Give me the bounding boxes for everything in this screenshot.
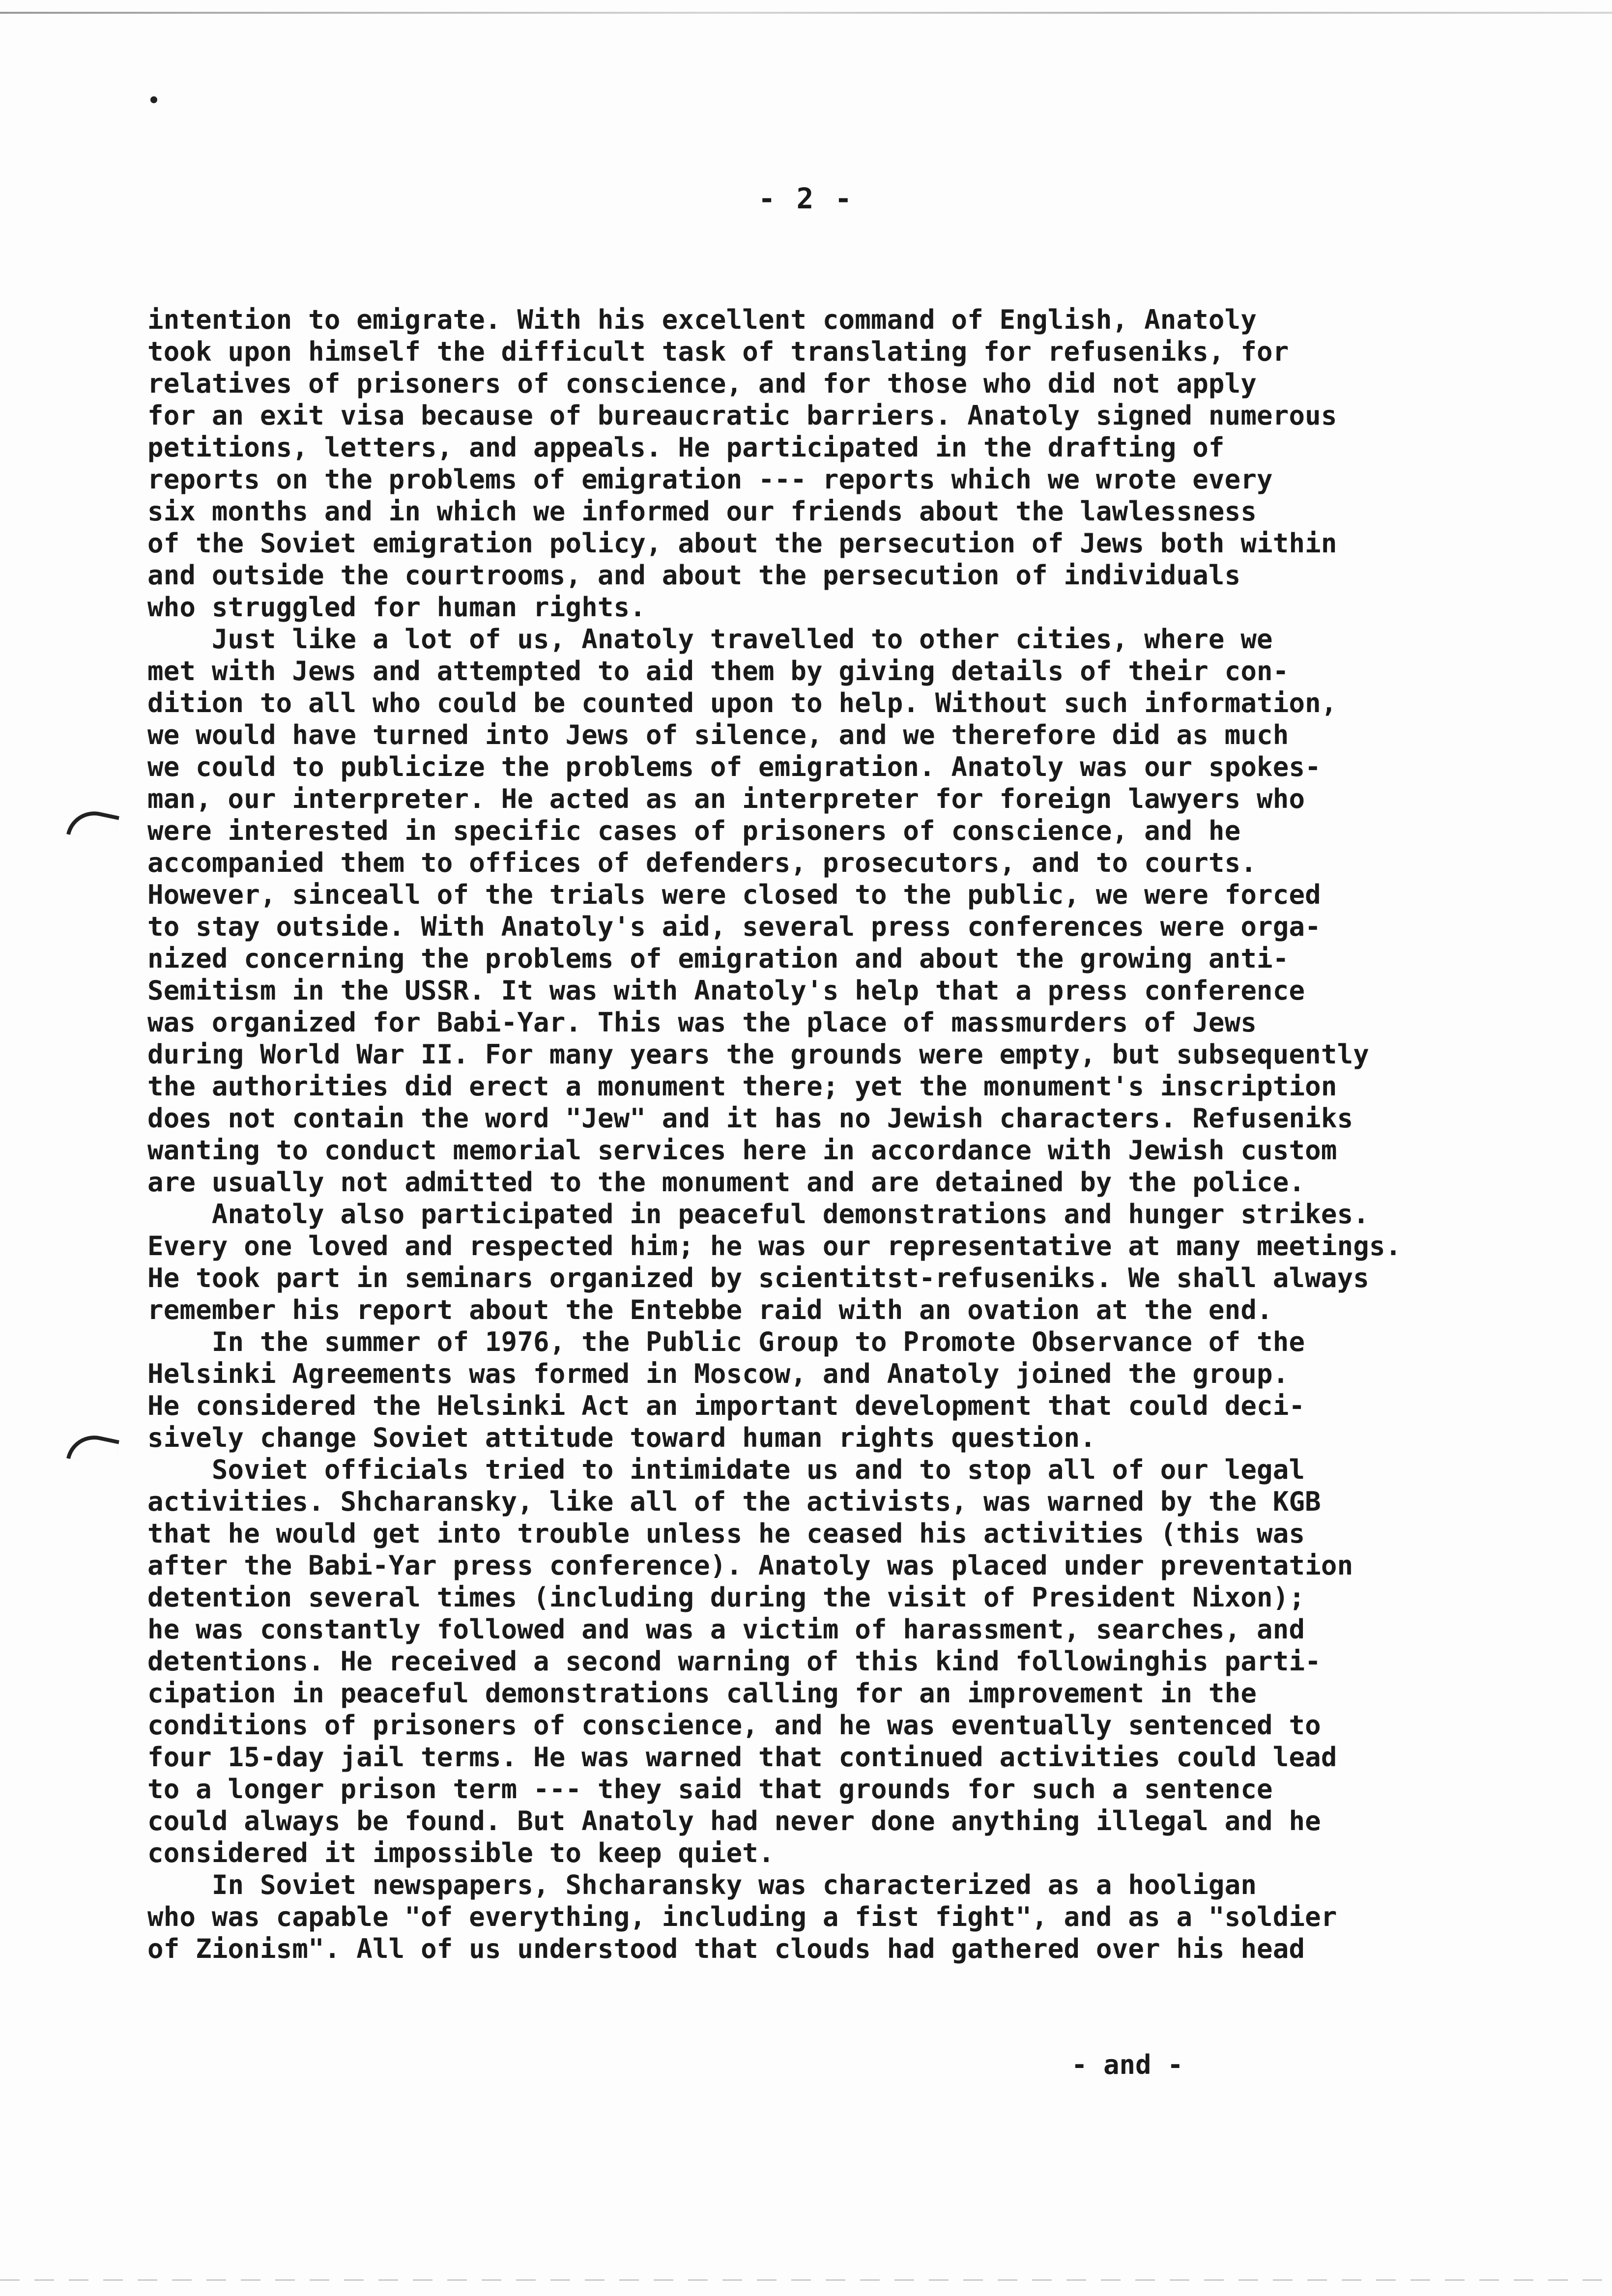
ink-speck bbox=[150, 96, 157, 103]
punch-hole-mark bbox=[66, 1430, 119, 1468]
catchword: - and - bbox=[1071, 2049, 1183, 2080]
top-scan-edge bbox=[0, 12, 1612, 14]
punch-hole-mark bbox=[66, 806, 119, 844]
document-body: intention to emigrate. With his excellent command of English, Anatoly took upon himself the difficult task of translating for refuseniks, for relatives of prisoners of conscience, and for those who did not apply for an exit visa because of bureaucratic barriers. Anatoly signed numerous petitions, letters, and appeals. He participated in the drafting of reports on the problems of emigration --- reports which we wrote every six months and in which we informed our friends about the lawlessness of the Soviet emigration policy, about the persecution of Jews both within and outside the courtrooms, and about the persecution of individuals who struggled for human rights. Just like a lot of us, Anatoly travelled to other cities, where we met with Jews and attempted to aid them by giving details of their con- dition to all who could be counted upon to help. Without such information, we would have turned into Jews of silence, and we therefore did as much we could to publicize the problems of emigration. Anatoly was our spokes- man, our interpreter. He acted as an interpreter for foreign lawyers who were interested in specific cases of prisoners of conscience, and he accompanied them to offices of defenders, prosecutors, and to courts. However, sinceall of the trials were closed to the public, we were forced to stay outside. With Anatoly's aid, several press conferences were orga- nized concerning the problems of emigration and about the growing anti- Semitism in the USSR. It was with Anatoly's help that a press conference was organized for Babi-Yar. This was the place of massmurders of Jews during World War II. For many years the grounds were empty, but subsequently the authorities did erect a monument there; yet the monument's inscription does not contain the word "Jew" and it has no Jewish characters. Refuseniks wanting to conduct memorial services here in accordance with Jewish custom are usually not admitted to the monument and are detained by the police. Anatoly also participated in peaceful demonstrations and hunger strikes. Every one loved and respected him; he was our representative at many meetings. He took part in seminars organized by scientitst-refuseniks. We shall always remember his report about the Entebbe raid with an ovation at the end. In the summer of 1976, the Public Group to Promote Observance of the Helsinki Agreements was formed in Moscow, and Anatoly joined the group. He considered the Helsinki Act an important development that could deci- sively change Soviet attitude toward human rights question. Soviet officials tried to intimidate us and to stop all of our legal activities. Shcharansky, like all of the activists, was warned by the KGB that he would get into trouble unless he ceased his activities (this was after the Babi-Yar press conference). Anatoly was placed under preventation detention several times (including during the visit of President Nixon); he was constantly followed and was a victim of harassment, searches, and detentions. He received a second warning of this kind followinghis parti- cipation in peaceful demonstrations calling for an improvement in the conditions of prisoners of conscience, and he was eventually sentenced to four 15-day jail terms. He was warned that continued activities could lead to a longer prison term --- they said that grounds for such a sentence could always be found. But Anatoly had never done anything illegal and he considered it impossible to keep quiet. In Soviet newspapers, Shcharansky was characterized as a hooligan who was capable "of everything, including a fist fight", and as a "soldier of Zionism". All of us understood that clouds had gathered over his head bbox=[147, 304, 1402, 1964]
page-number: - 2 - bbox=[758, 182, 854, 215]
bottom-scan-edge bbox=[0, 2279, 1612, 2281]
